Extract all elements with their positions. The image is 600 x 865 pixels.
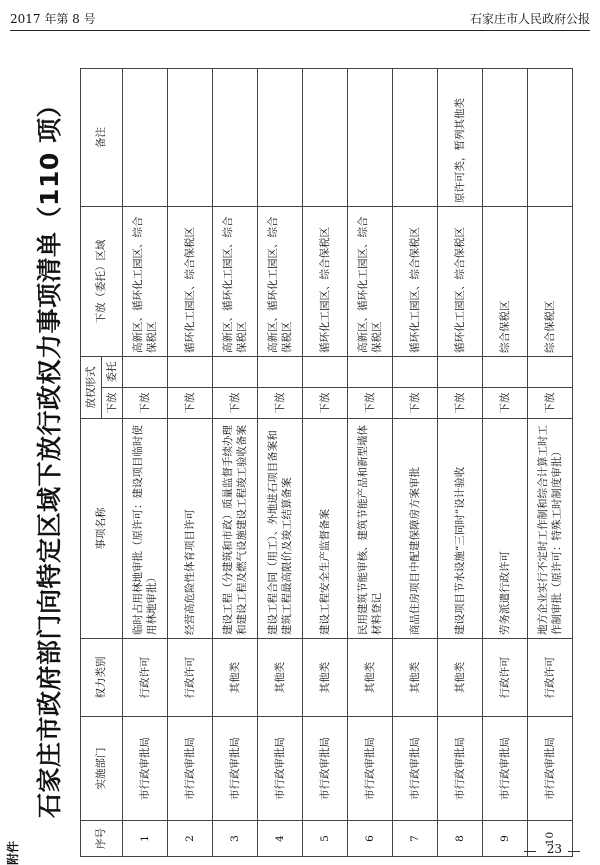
cell-category: 行政许可 (168, 639, 213, 717)
cell-region: 循环化工园区、综合保税区 (303, 207, 348, 357)
cell-dept: 市行政审批局 (483, 717, 528, 821)
cell-region: 循环化工园区、综合保税区 (393, 207, 438, 357)
table-row (168, 69, 213, 857)
cell-note (528, 69, 573, 207)
table-row (303, 69, 348, 857)
table-header-row (81, 69, 102, 857)
page-footer (0, 842, 600, 860)
table-row (123, 69, 168, 857)
cell-seq: 1 (123, 821, 168, 857)
cell-region: 高新区、循环化工园区、综合保税区 (123, 207, 168, 357)
cell-category: 其他类 (348, 639, 393, 717)
cell-entrust (438, 357, 483, 388)
issue-label: 2017 年第 8 号 (10, 12, 96, 26)
cell-entrust (348, 357, 393, 388)
cell-down: 下放 (393, 388, 438, 419)
col-seq: 序号 (81, 821, 123, 857)
col-mode: 放权形式 (81, 357, 102, 419)
attachment-label: 附件 (6, 840, 20, 865)
page-header (10, 6, 590, 32)
cell-note: 原许可类，暂列其他类 (438, 69, 483, 207)
cell-region: 高新区、循环化工园区、综合保税区 (213, 207, 258, 357)
cell-entrust (528, 357, 573, 388)
cell-down: 下放 (483, 388, 528, 419)
cell-dept: 市行政审批局 (528, 717, 573, 821)
col-region: 下放（委托）区域 (81, 207, 123, 357)
cell-down: 下放 (303, 388, 348, 419)
cell-dept: 市行政审批局 (258, 717, 303, 821)
cell-entrust (303, 357, 348, 388)
cell-item: 民用建筑节能审核、建筑节能产品和新型墙体材料登记 (348, 419, 393, 639)
cell-item: 商品住房项目中配建保障房方案审批 (393, 419, 438, 639)
cell-item: 地方企业实行不定时工作制和综合计算工时工作制审批（原许可：特殊工时制度审批） (528, 419, 573, 639)
cell-seq: 4 (258, 821, 303, 857)
cell-entrust (258, 357, 303, 388)
cell-note (393, 69, 438, 207)
cell-note (258, 69, 303, 207)
cell-region: 综合保税区 (528, 207, 573, 357)
footer-dash-left (524, 851, 536, 852)
cell-down: 下放 (258, 388, 303, 419)
table-row (348, 69, 393, 857)
cell-item: 经营高危险性体育项目许可 (168, 419, 213, 639)
header-rule (10, 30, 590, 31)
rotated-content (0, 45, 600, 865)
cell-dept: 市行政审批局 (168, 717, 213, 821)
table-row (438, 69, 483, 857)
cell-note (168, 69, 213, 207)
publication-name: 石家庄市人民政府公报 (469, 12, 590, 26)
cell-category: 其他类 (393, 639, 438, 717)
cell-seq: 3 (213, 821, 258, 857)
cell-category: 其他类 (258, 639, 303, 717)
cell-item: 劳务派遣行政许可 (483, 419, 528, 639)
document-title: 石家庄市政府部门向特定区域下放行政权力事项清单（110 项） (35, 92, 64, 818)
cell-seq: 9 (483, 821, 528, 857)
cell-seq: 6 (348, 821, 393, 857)
cell-down: 下放 (213, 388, 258, 419)
cell-down: 下放 (123, 388, 168, 419)
cell-entrust (213, 357, 258, 388)
cell-seq: 8 (438, 821, 483, 857)
cell-down: 下放 (168, 388, 213, 419)
page-number: 23 (546, 842, 562, 856)
cell-region: 综合保税区 (483, 207, 528, 357)
cell-item: 临时占用林地审批（原许可：建设项目临时使用林地审批） (123, 419, 168, 639)
cell-down: 下放 (348, 388, 393, 419)
cell-region: 循环化工园区、综合保税区 (438, 207, 483, 357)
cell-category: 行政许可 (528, 639, 573, 717)
col-item: 事项名称 (81, 419, 123, 639)
table-row (213, 69, 258, 857)
cell-entrust (168, 357, 213, 388)
cell-entrust (393, 357, 438, 388)
cell-item: 建设工程（分建筑和市政）质量监督手续办理和建设工程及燃气设施建设工程竣工验收备案 (213, 419, 258, 639)
cell-region: 循环化工园区、综合保税区 (168, 207, 213, 357)
col-note: 备注 (81, 69, 123, 207)
cell-dept: 市行政审批局 (123, 717, 168, 821)
col-dept: 实施部门 (81, 717, 123, 821)
power-items-table (80, 68, 573, 857)
cell-dept: 市行政审批局 (348, 717, 393, 821)
cell-down: 下放 (438, 388, 483, 419)
col-category: 权力类别 (81, 639, 123, 717)
col-mode-entrust: 委托 (102, 357, 123, 388)
cell-category: 其他类 (213, 639, 258, 717)
cell-category: 行政许可 (123, 639, 168, 717)
cell-item: 建设工程合同（用工）、外地进石项目备案和建筑工程最高限价及竣工结算备案 (258, 419, 303, 639)
cell-category: 其他类 (303, 639, 348, 717)
cell-note (348, 69, 393, 207)
cell-entrust (123, 357, 168, 388)
cell-seq: 10 (528, 821, 573, 857)
table-row (258, 69, 303, 857)
cell-item: 建设项目节水设施“三同时”设计验收 (438, 419, 483, 639)
cell-note (303, 69, 348, 207)
cell-seq: 2 (168, 821, 213, 857)
col-mode-down: 下放 (102, 388, 123, 419)
cell-dept: 市行政审批局 (393, 717, 438, 821)
cell-dept: 市行政审批局 (213, 717, 258, 821)
cell-dept: 市行政审批局 (303, 717, 348, 821)
cell-seq: 5 (303, 821, 348, 857)
cell-seq: 7 (393, 821, 438, 857)
table-row (393, 69, 438, 857)
cell-region: 高新区、循环化工园区、综合保税区 (348, 207, 393, 357)
footer-dash-right (568, 851, 580, 852)
cell-entrust (483, 357, 528, 388)
cell-note (213, 69, 258, 207)
cell-note (483, 69, 528, 207)
cell-down: 下放 (528, 388, 573, 419)
table-row (483, 69, 528, 857)
cell-category: 行政许可 (483, 639, 528, 717)
cell-dept: 市行政审批局 (438, 717, 483, 821)
cell-category: 其他类 (438, 639, 483, 717)
cell-item: 建设工程安全生产监督备案 (303, 419, 348, 639)
cell-note (123, 69, 168, 207)
cell-region: 高新区、循环化工园区、综合保税区 (258, 207, 303, 357)
table-row (528, 69, 573, 857)
